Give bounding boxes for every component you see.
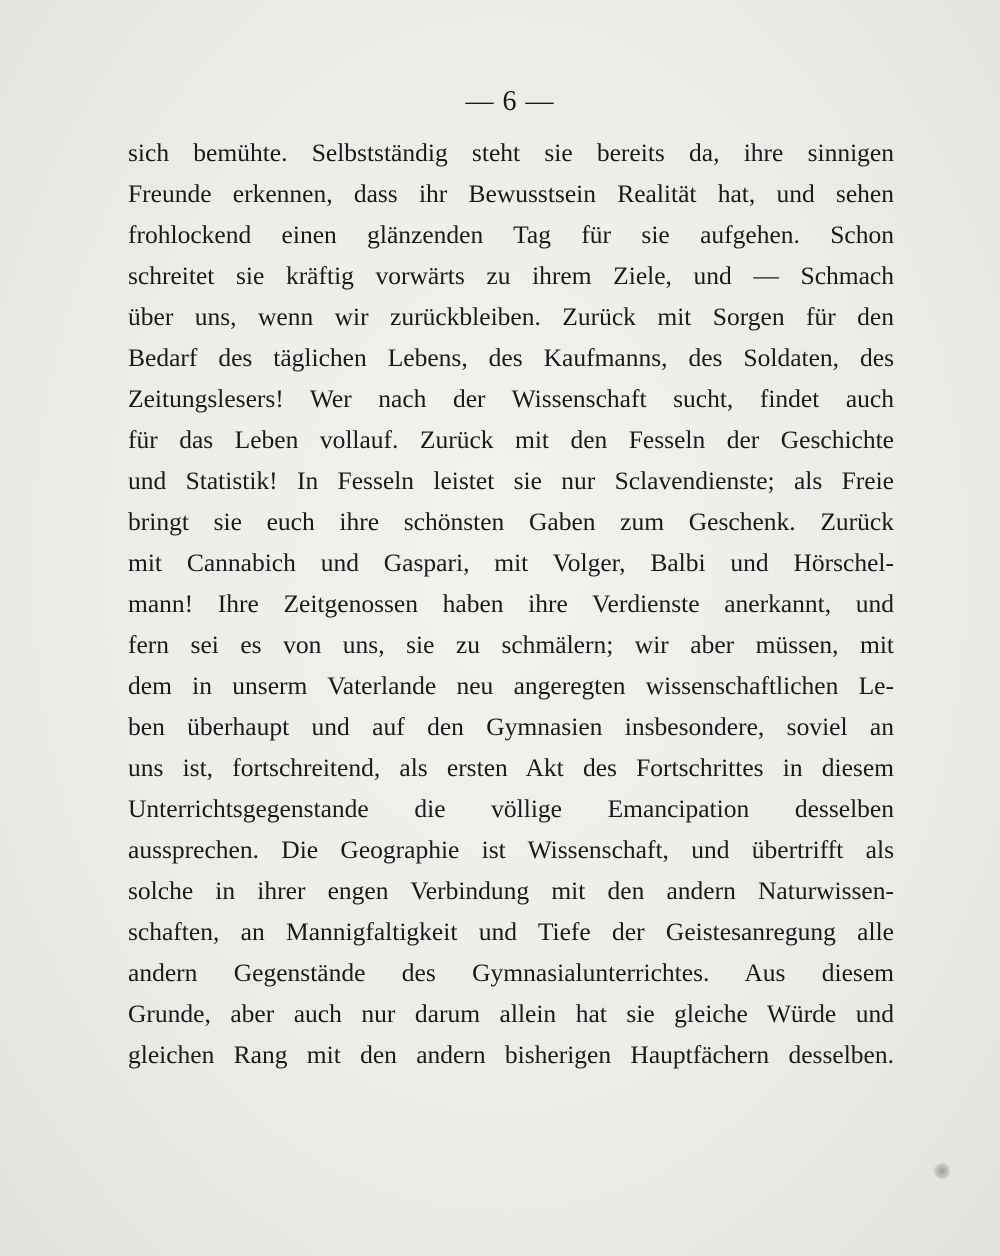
text-line: Grunde, aber auch nur darum allein hat sie gleiche Würde und: [128, 999, 894, 1028]
text-line: solche in ihrer engen Verbindung mit den andern Naturwissen-: [128, 876, 894, 905]
paper-spot: [934, 1163, 950, 1179]
text-line: gleichen Rang mit den andern bisherigen Hauptfächern desselben.: [128, 1040, 894, 1069]
text-line: fern sei es von uns, sie zu schmälern; wir aber müssen, mit: [128, 630, 894, 659]
text-line: aussprechen. Die Geographie ist Wissenschaft, und übertrifft als: [128, 835, 894, 864]
page-number: — 6 —: [465, 86, 555, 117]
text-line: über uns, wenn wir zurückbleiben. Zurück mit Sorgen für den: [128, 302, 894, 331]
text-line: mann! Ihre Zeitgenossen haben ihre Verdienste anerkannt, und: [128, 589, 894, 618]
text-line: Zeitungslesers! Wer nach der Wissenschaft sucht, findet auch: [128, 384, 894, 413]
body-text: [128, 132, 894, 1075]
text-line: Freunde erkennen, dass ihr Bewusstsein Realität hat, und sehen: [128, 179, 894, 208]
text-line: schreitet sie kräftig vorwärts zu ihrem Ziele, und — Schmach: [128, 261, 894, 290]
text-line: ben überhaupt und auf den Gymnasien insbesondere, soviel an: [128, 712, 894, 741]
text-line: schaften, an Mannigfaltigkeit und Tiefe der Geistesanregung alle: [128, 917, 894, 946]
text-line: Unterrichtsgegenstande die völlige Emancipation desselben: [128, 794, 894, 823]
text-line: Bedarf des täglichen Lebens, des Kaufmanns, des Soldaten, des: [128, 343, 894, 372]
text-line: frohlockend einen glänzenden Tag für sie aufgehen. Schon: [128, 220, 894, 249]
text-line: dem in unserm Vaterlande neu angeregten wissenschaftlichen Le-: [128, 671, 894, 700]
text-line: bringt sie euch ihre schönsten Gaben zum Geschenk. Zurück: [128, 507, 894, 536]
text-line: sich bemühte. Selbstständig steht sie bereits da, ihre sinnigen: [128, 138, 894, 167]
text-line: und Statistik! In Fesseln leistet sie nur Sclavendienste; als Freie: [128, 466, 894, 495]
text-line: uns ist, fortschreitend, als ersten Akt des Fortschrittes in diesem: [128, 753, 894, 782]
text-line: für das Leben vollauf. Zurück mit den Fesseln der Geschichte: [128, 425, 894, 454]
text-line: mit Cannabich und Gaspari, mit Volger, Balbi und Hörschel-: [128, 548, 894, 577]
text-line: andern Gegenstände des Gymnasialunterrichtes. Aus diesem: [128, 958, 894, 987]
